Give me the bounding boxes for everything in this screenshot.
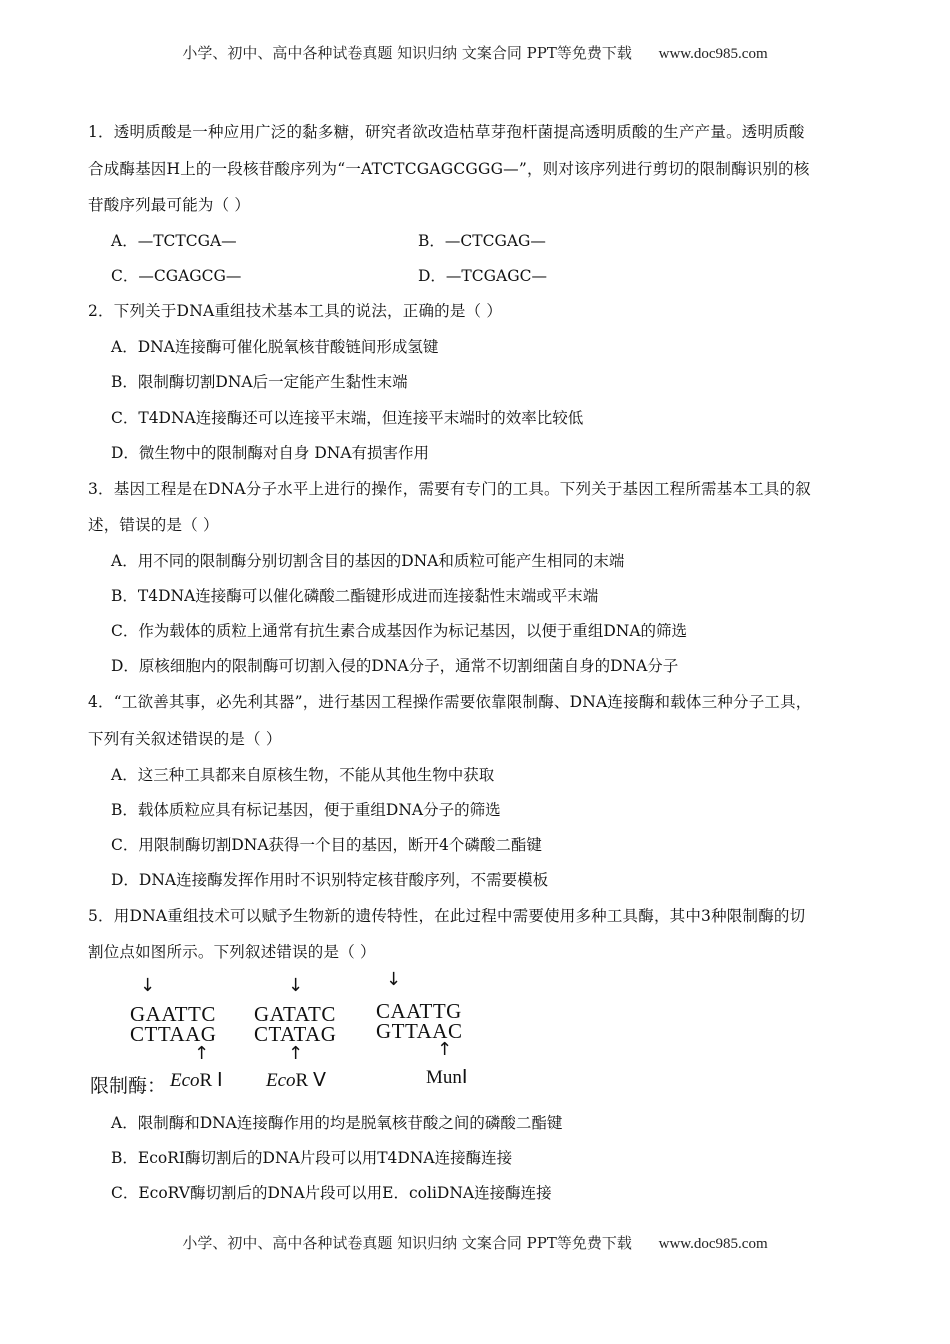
page-header	[0, 42, 950, 63]
enzyme-1-bottom-seq: CTTAAG	[130, 1022, 217, 1046]
question-4-line-2: 下列有关叙述错误的是（ ）	[88, 730, 282, 748]
enzyme-3-bottom-seq: GTTAAC	[376, 1019, 463, 1043]
question-3-option-c: C．作为载体的质粒上通常有抗生素合成基因作为标记基因，以便于重组DNA的筛选	[111, 622, 688, 640]
question-3-line-1: 3．基因工程是在DNA分子水平上进行的操作，需要有专门的工具。下列关于基因工程所需基本工具的叙	[88, 480, 811, 498]
cut-arrow-down-icon: ↓	[140, 975, 156, 996]
question-1-line-1: 1．透明质酸是一种应用广泛的黏多糖，研究者欲改造枯草芽孢杆菌提高透明质酸的生产产量。透明质酸	[88, 123, 805, 141]
question-5-option-a: A．限制酶和DNA连接酶作用的均是脱氧核苷酸之间的磷酸二酯键	[111, 1114, 563, 1132]
question-1-line-2: 合成酶基因H上的一段核苷酸序列为“一ATCTCGAGCGGG—”，则对该序列进行剪切的限制酶识别的核	[88, 160, 810, 178]
enzyme-1-top-seq: GAATTC	[130, 1002, 216, 1026]
question-1-option-c: C．—CGAGCG—	[111, 267, 242, 285]
question-2-line-1: 2．下列关于DNA重组技术基本工具的说法，正确的是（ ）	[88, 302, 503, 320]
cut-arrow-up-icon: ↑	[288, 1043, 304, 1064]
question-1-option-b: B．—CTCGAG—	[418, 232, 546, 250]
question-2-option-b: B．限制酶切割DNA后一定能产生黏性末端	[111, 373, 408, 391]
question-3-option-d: D．原核细胞内的限制酶可切割入侵的DNA分子，通常不切割细菌自身的DNA分子	[111, 657, 679, 675]
question-4-option-c: C．用限制酶切割DNA获得一个目的基因，断开4个磷酸二酯键	[111, 836, 542, 854]
question-5-line-2: 割位点如图所示。下列叙述错误的是（ ）	[88, 943, 376, 961]
question-1-line-3: 苷酸序列最可能为（ ）	[88, 196, 251, 214]
question-2-option-a: A．DNA连接酶可催化脱氧核苷酸链间形成氢键	[111, 338, 439, 356]
cut-arrow-down-icon: ↓	[386, 969, 402, 990]
question-3-option-a: A．用不同的限制酶分别切割含目的基因的DNA和质粒可能产生相同的末端	[111, 552, 625, 570]
enzyme-3-name: MunⅠ	[426, 1067, 468, 1088]
footer-text: 小学、初中、高中各种试卷真题 知识归纳 文案合同 PPT等免费下载	[182, 1234, 632, 1252]
enzyme-2-top-seq: GATATC	[254, 1002, 336, 1026]
header-text: 小学、初中、高中各种试卷真题 知识归纳 文案合同 PPT等免费下载	[182, 44, 632, 62]
question-5-option-c: C．EcoRV酶切割后的DNA片段可以用E．coliDNA连接酶连接	[111, 1184, 552, 1202]
enzyme-1-name: EcoR Ⅰ	[170, 1070, 223, 1091]
enzyme-3-top-seq: CAATTG	[376, 999, 462, 1023]
page-footer	[0, 1232, 950, 1253]
footer-url[interactable]: www.doc985.com	[658, 1236, 768, 1252]
cut-arrow-up-icon: ↑	[194, 1043, 210, 1064]
question-5-line-1: 5．用DNA重组技术可以赋予生物新的遗传特性，在此过程中需要使用多种工具酶，其中3种限制酶的切	[88, 907, 806, 925]
question-1-option-a: A．—TCTCGA—	[111, 232, 237, 250]
question-4-line-1: 4．“工欲善其事，必先利其器”，进行基因工程操作需要依靠限制酶、DNA连接酶和载体三种分子工具，	[88, 693, 812, 711]
question-3-line-2: 述，错误的是（ ）	[88, 516, 219, 534]
question-2-option-c: C．T4DNA连接酶还可以连接平末端，但连接平末端时的效率比较低	[111, 409, 584, 427]
header-url[interactable]: www.doc985.com	[658, 46, 768, 62]
cut-arrow-down-icon: ↓	[288, 975, 304, 996]
question-4-option-d: D．DNA连接酶发挥作用时不识别特定核苷酸序列，不需要模板	[111, 871, 549, 889]
question-1-option-d: D．—TCGAGC—	[418, 267, 547, 285]
question-2-option-d: D．微生物中的限制酶对自身 DNA有损害作用	[111, 444, 430, 462]
question-4-option-a: A．这三种工具都来自原核生物，不能从其他生物中获取	[111, 766, 495, 784]
enzyme-2-name: EcoR Ⅴ	[266, 1070, 326, 1091]
enzyme-2-bottom-seq: CTATAG	[254, 1022, 337, 1046]
question-5-option-b: B．EcoRI酶切割后的DNA片段可以用T4DNA连接酶连接	[111, 1149, 513, 1167]
restriction-enzyme-figure	[88, 965, 488, 1095]
cut-arrow-up-icon: ↑	[437, 1039, 453, 1060]
question-3-option-b: B．T4DNA连接酶可以催化磷酸二酯键形成进而连接黏性末端或平末端	[111, 587, 599, 605]
figure-label: 限制酶：	[90, 1076, 167, 1097]
question-4-option-b: B．载体质粒应具有标记基因，便于重组DNA分子的筛选	[111, 801, 501, 819]
